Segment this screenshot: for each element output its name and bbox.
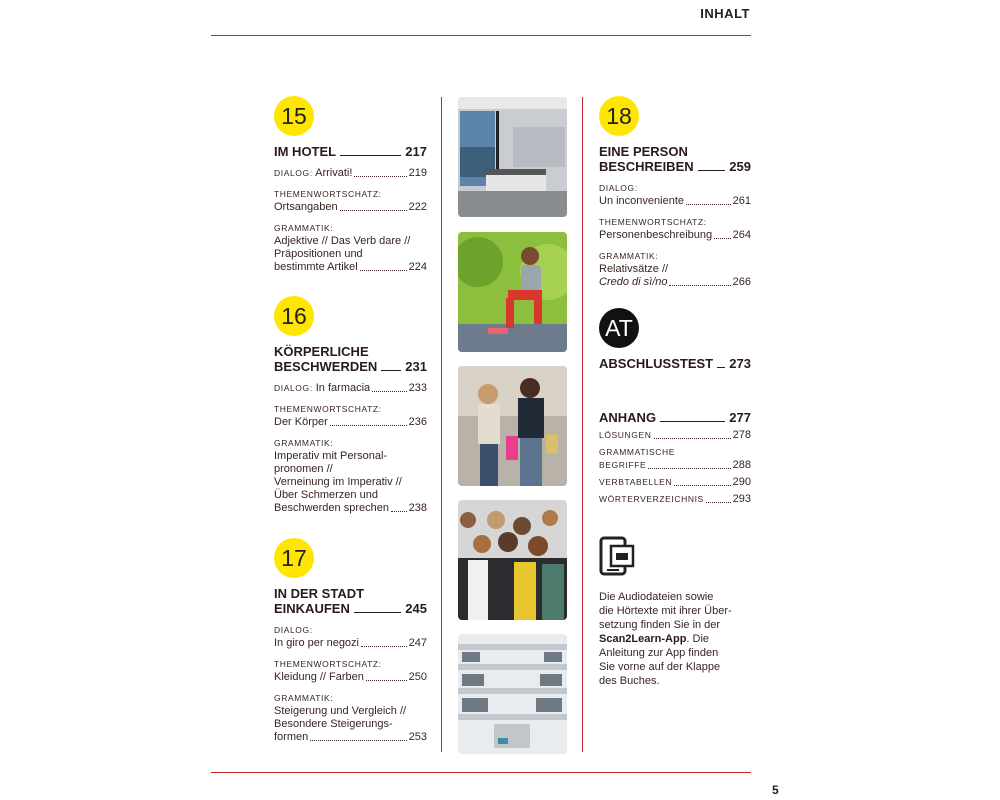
- hotel-room-photo: [458, 97, 567, 217]
- page-header-title: INHALT: [700, 6, 750, 21]
- chapter-page: 245: [405, 601, 427, 616]
- anhang-title[interactable]: ANHANG 277: [599, 410, 751, 425]
- toc-entry-themenwortschatz[interactable]: THEMENWORTSCHATZ: Ortsangaben 222: [274, 189, 427, 213]
- chapter-title[interactable]: IN DER STADT EINKAUFEN 245: [274, 586, 427, 616]
- chapter-title[interactable]: EINE PERSON BESCHREIBEN 259: [599, 144, 751, 174]
- toc-left-column: [274, 96, 427, 752]
- abschlusstest-title[interactable]: ABSCHLUSSTEST 273: [599, 356, 751, 371]
- page-number: 5: [772, 783, 779, 797]
- toc-entry-verbtabellen[interactable]: VERBTABELLEN 290: [599, 476, 751, 488]
- toc-entry-grammatik[interactable]: GRAMMATIK: Adjektive // Das Verb dare // Präpositionen und bestimmte Artikel 224: [274, 223, 427, 273]
- toc-entry-themenwortschatz[interactable]: THEMENWORTSCHATZ: Personenbeschreibung 264: [599, 217, 751, 241]
- toc-entry-grammatik[interactable]: GRAMMATIK: Imperativ mit Personal- pronomen // Verneinung im Imperativ // Über Schmerzen und Beschwerden sprechen 238: [274, 438, 427, 514]
- toc-entry-loesungen[interactable]: LÖSUNGEN 278: [599, 429, 751, 441]
- toc-entry-woerterverzeichnis[interactable]: WÖRTERVERZEICHNIS 293: [599, 493, 751, 505]
- toc-entry-dialog[interactable]: DIALOG: In farmacia 233: [274, 382, 427, 394]
- toc-entry-dialog[interactable]: DIALOG: Un inconveniente 261: [599, 183, 751, 207]
- chapter-17: [274, 538, 427, 744]
- toc-entry-grammatik[interactable]: GRAMMATIK: Relativsätze // Credo di sì/no 266: [599, 251, 751, 288]
- tablet-scan-icon: [599, 536, 639, 578]
- chapter-page: 259: [729, 159, 751, 174]
- toc-right-column: [599, 96, 751, 688]
- chapter-15: [274, 96, 427, 296]
- chapter-title[interactable]: KÖRPERLICHE BESCHWERDEN 231: [274, 344, 427, 374]
- app-note-section: [599, 536, 751, 688]
- toc-entry-grammatik[interactable]: GRAMMATIK: Steigerung und Vergleich // Besondere Steigerungs- formen 253: [274, 693, 427, 743]
- toc-entry-grammatische-begriffe[interactable]: GRAMMATISCHE BEGRIFFE 288: [599, 447, 751, 471]
- chapter-number-badge: 18: [599, 96, 639, 136]
- chapter-16: [274, 296, 427, 538]
- toc-entry-dialog[interactable]: DIALOG: Arrivati! 219: [274, 167, 427, 179]
- column-divider-left: [441, 97, 442, 752]
- top-rule: [211, 35, 751, 36]
- library-interior-photo: [458, 634, 567, 754]
- toc-entry-dialog[interactable]: DIALOG: In giro per negozi 247: [274, 625, 427, 649]
- chapter-number-badge: 17: [274, 538, 314, 578]
- app-note-text: Die Audiodateien sowie die Hörtexte mit ihrer Über- setzung finden Sie in der Scan2Learn-App. Die Anleitung zur App finden Sie vorne auf der Klappe des Buches.: [599, 591, 732, 687]
- bottom-rule: [211, 772, 751, 773]
- toc-entry-themenwortschatz[interactable]: THEMENWORTSCHATZ: Der Körper 236: [274, 404, 427, 428]
- column-divider-right: [582, 97, 583, 752]
- abschlusstest-section: [599, 308, 751, 410]
- shopping-women-photo: [458, 366, 567, 486]
- group-people-photo: [458, 500, 567, 620]
- chapter-number-badge: 16: [274, 296, 314, 336]
- anhang-section: [599, 410, 751, 536]
- woman-sneakers-photo: [458, 232, 567, 352]
- chapter-page: 231: [405, 359, 427, 374]
- chapter-number-badge: 15: [274, 96, 314, 136]
- toc-entry-themenwortschatz[interactable]: THEMENWORTSCHATZ: Kleidung // Farben 250: [274, 659, 427, 683]
- chapter-18: [599, 96, 751, 308]
- scan2learn-app-name: Scan2Learn-App: [599, 633, 687, 645]
- chapter-title[interactable]: IM HOTEL 217: [274, 144, 427, 159]
- chapter-page: 217: [405, 144, 427, 159]
- abschlusstest-badge: AT: [599, 308, 639, 348]
